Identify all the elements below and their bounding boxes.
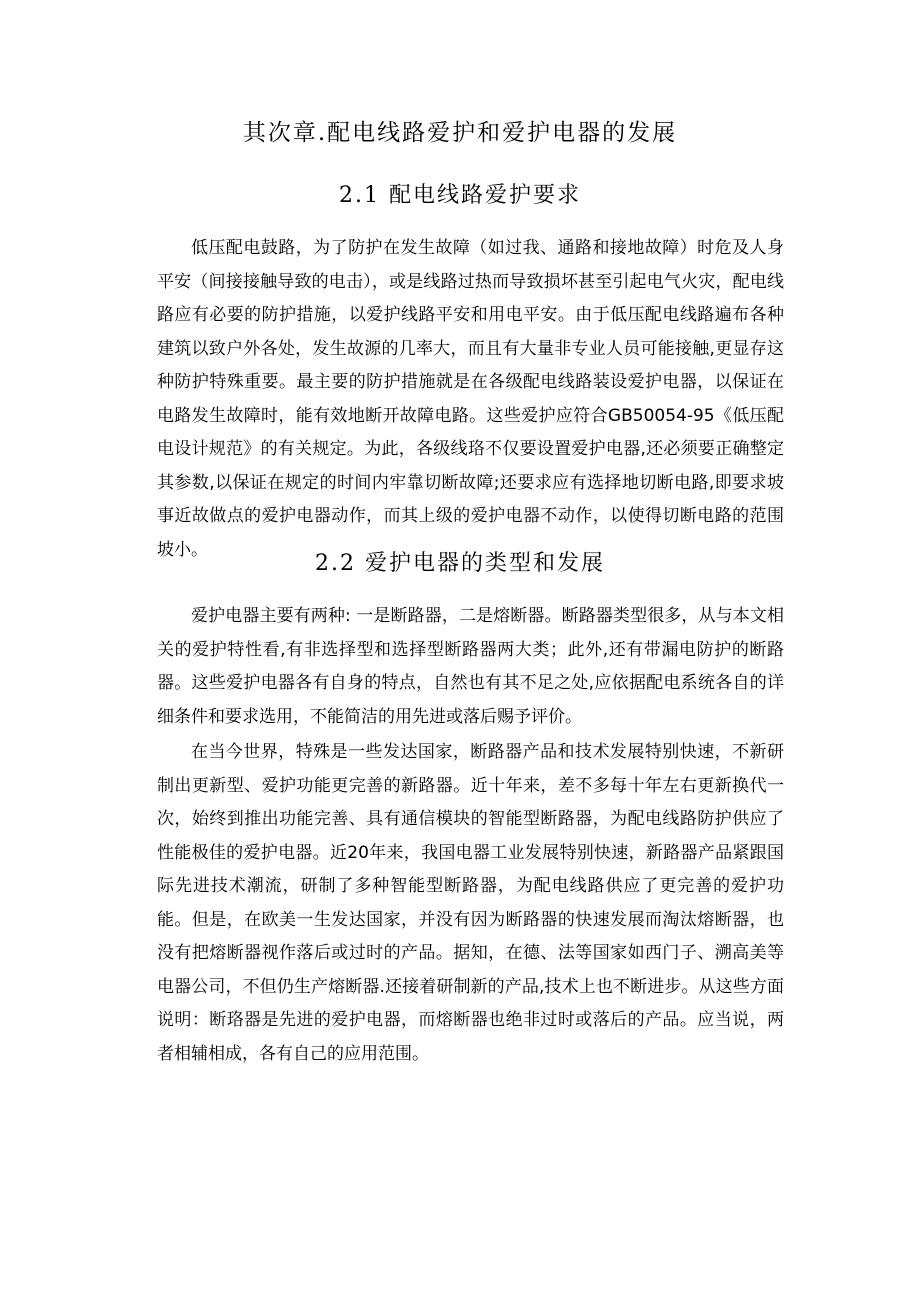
section-heading-2-2: 2.2 爱护电器的类型和发展 bbox=[315, 551, 605, 576]
section-heading-2-1: 2.1 配电线路爱护要求 bbox=[339, 183, 581, 208]
section-2-1-paragraph: 低压配电鼓路，为了防护在发生故障（如过我、通路和接地故障）时危及人身平安（间接接触导致的电击），或是线路过热而导致损坏甚至引起电气火灾，配电线路应有必要的防护措施，以爱护线路平安和用电平安。由于低压配电线路遍布各种建筑以致户外各处，发生故源的几率大，而且有大量非专业人员可能接触,更显存这种防护特殊重要。最主要的防护措施就是在各级配电线路装设爱护电器，以保证在电路发生故障时，能有效地断开故障电路。这些爱护应符合GB50054-95《低压配电设计规范》的有关规定。为此，各级线珞不仅要设置爱护电器,还必须要正确整定其参数,以保证在规定的时间内牢靠切断故障;还要求应有选择地切断电路,即要求坡事近故做点的爱护电器动作，而其上级的爱护电器不动作，以使得切断电路的范围坡小。 bbox=[157, 238, 784, 560]
chapter-title: 其次章.配电线路爱护和爱护电器的发展 bbox=[242, 120, 678, 146]
section-2-2-paragraph-1: 爱护电器主要有两种: 一是断路器，二是熔断器。断路器类型很多，从与本文相关的爱护特性看,有非选择型和选择型断路器两大类；此外,还有带漏电防护的断路器。这些爱护电器各有自身的特点，自然也有其不足之处,应依据配电系统各自的详细条件和要求选用，不能简洁的用先进或落后赐予评价。 bbox=[157, 606, 784, 727]
section-2-2-paragraph-2: 在当今世界，特殊是一些发达国家，断路器产品和技术发展特别快速，不新研制出更新型、爱护功能更完善的新路器。近十年来，差不多每十年左右更新换代一次，始终到推出功能完善、具有通信模块的智能型断路器，为配电线路防护供应了性能极佳的爱护电器。近20年来，我国电器工业发展特别快速，新路器产品紧跟国际先进技术潮流，研制了多种智能型断路器，为配电线路供应了更完善的爱护功能。但是，在欧美一生发达国家，并没有因为断路器的快速发展而淘汰熔断器，也没有把熔断器视作落后或过时的产品。据知，在德、法等国家如西门子、溯高美等电器公司，不但仍生产熔断器.还接着研制新的产品,技术上也不断进步。从这些方面说明：断珞器是先进的爱护电器，而熔断器也绝非过时或落后的产品。应当说，两者相辅相成，各有自己的应用范围。 bbox=[157, 742, 784, 1064]
